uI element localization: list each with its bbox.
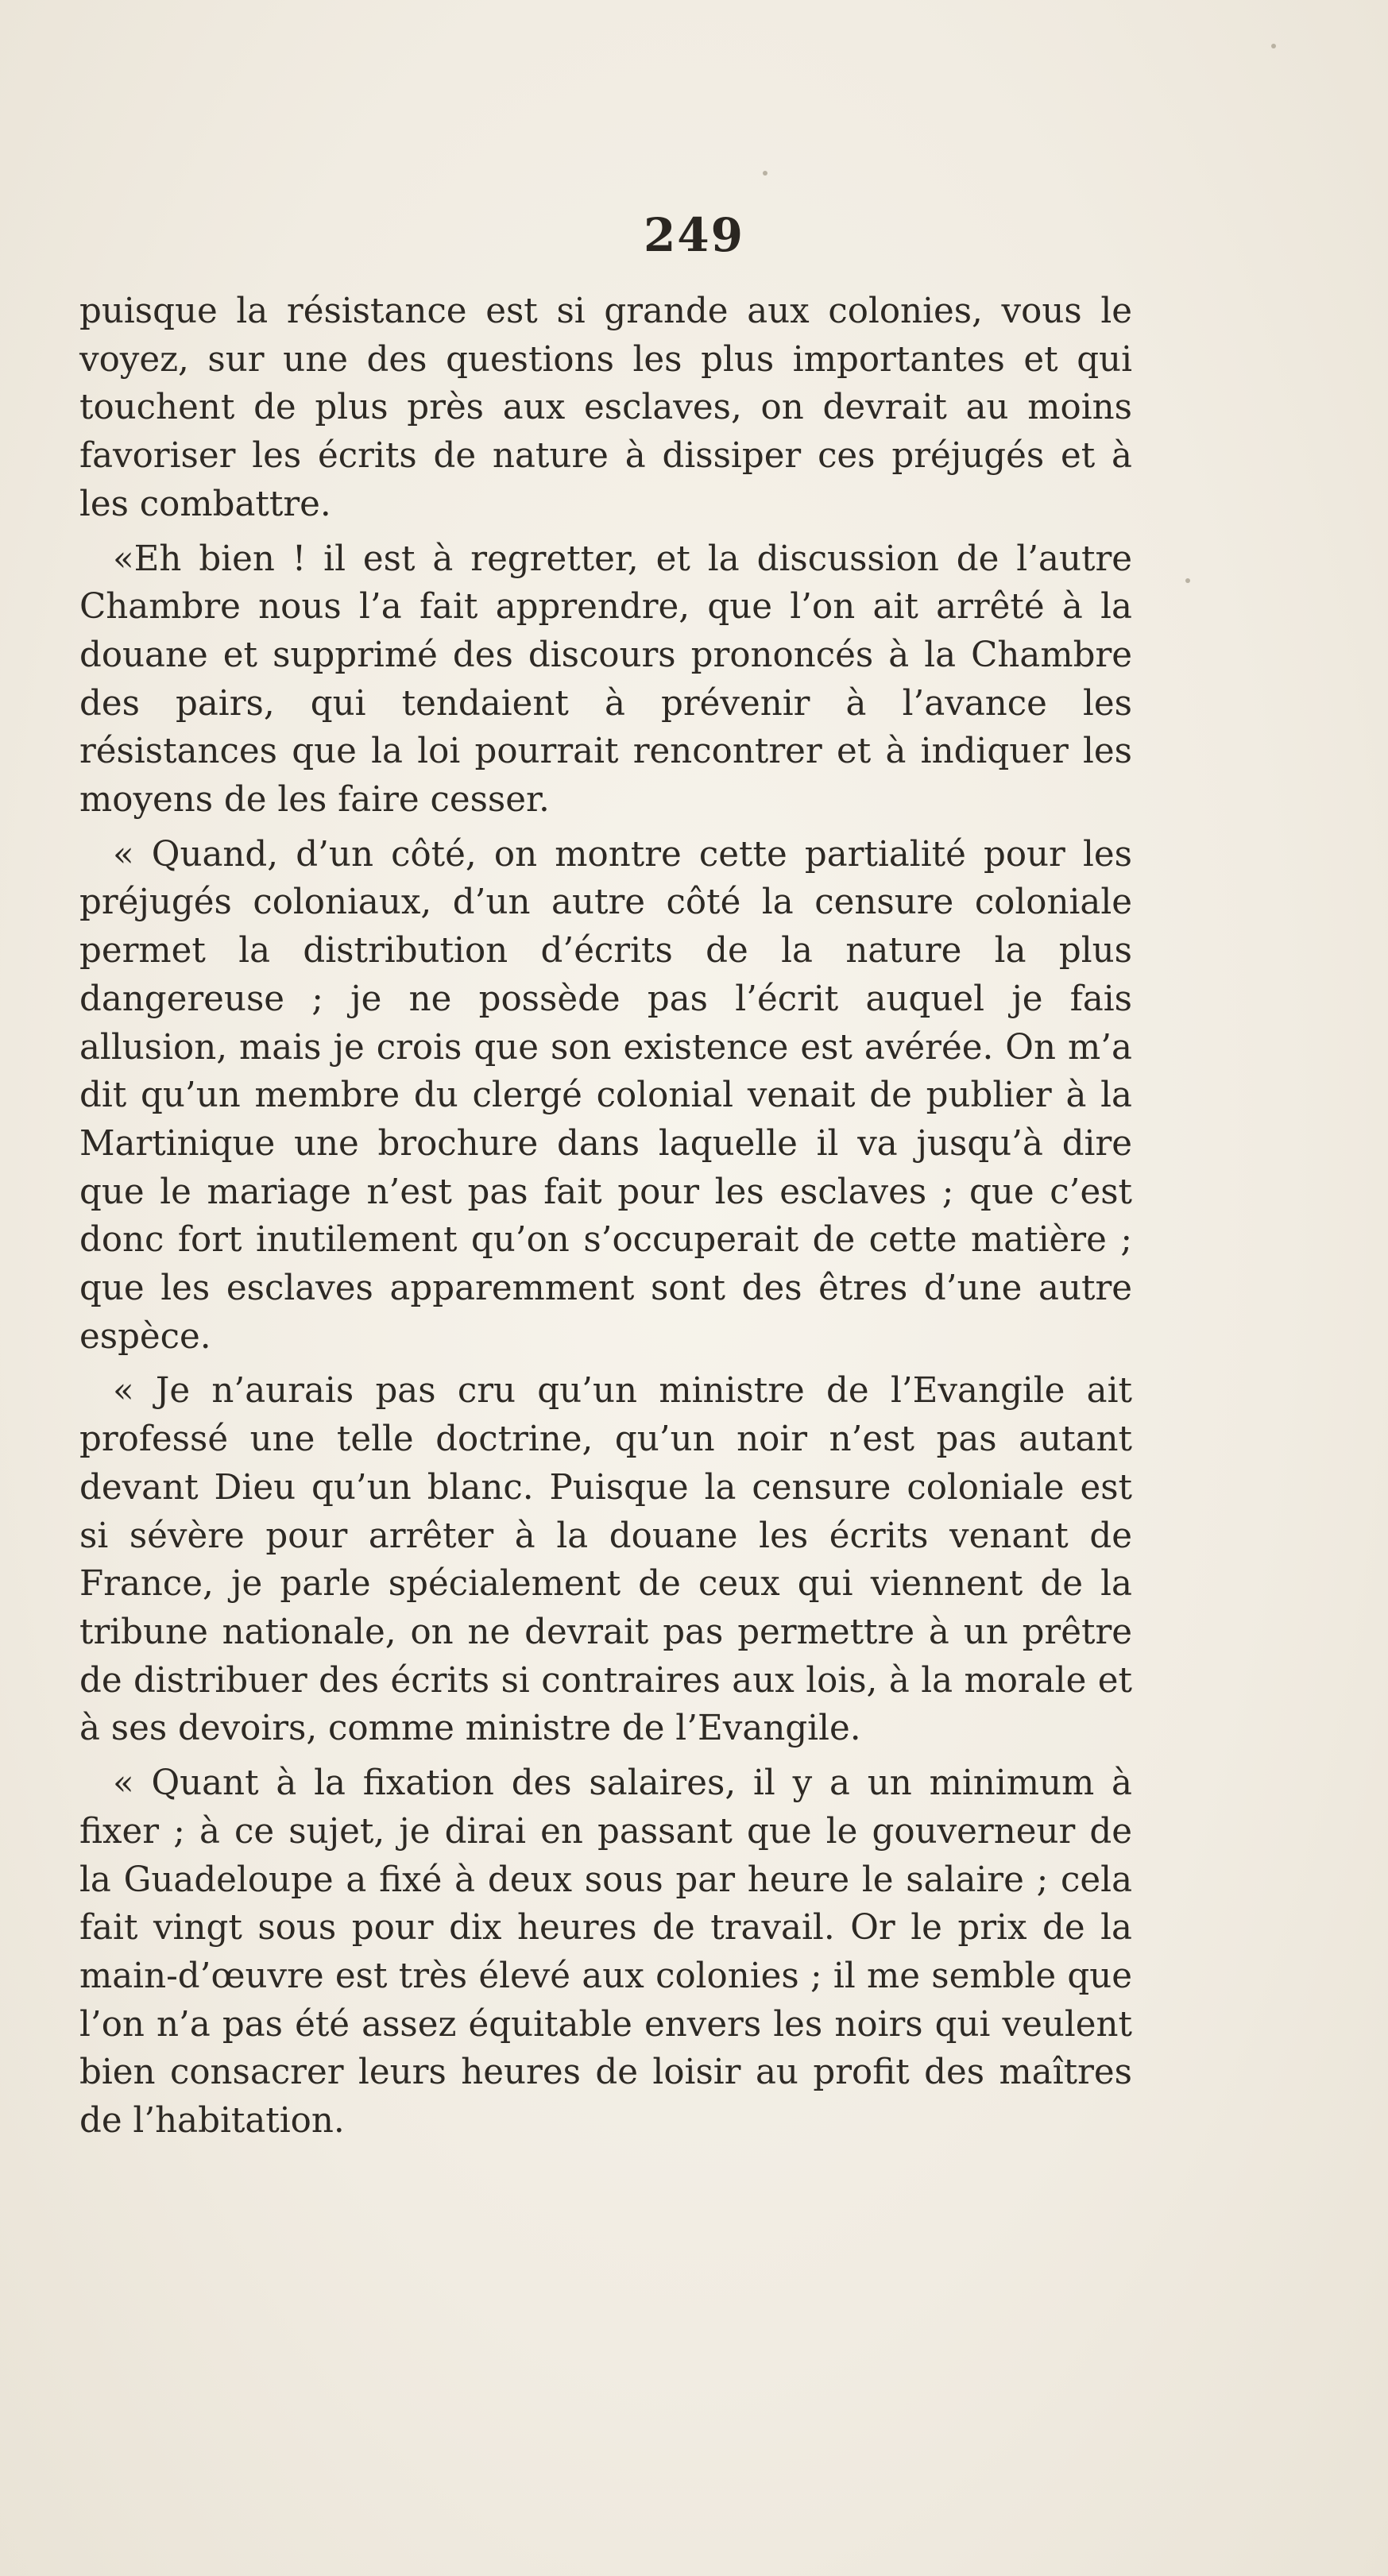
paper-speck: [763, 171, 767, 176]
body-text: [79, 288, 1132, 2152]
paragraph: « Je n’aurais pas cru qu’un ministre de l’Evangile ait professé une telle doctrine, qu’un noir n’est pas autant devant Dieu qu’un blanc. Puisque la censure coloniale est si sévère pour arrêter à la douane les écrits venant de France, je parle spécialement de ceux qui viennent de la tribune nationale, on ne devrait pas permettre à un prêtre de distribuer des écrits si contraires aux lois, à la morale et à ses devoirs, comme ministre de l’Evangile.: [79, 1371, 1132, 1749]
paragraph: « Quand, d’un côté, on montre cette partialité pour les préjugés coloniaux, d’un autre côté la censure coloniale permet la distribution d’écrits de la nature la plus dangereuse ; je ne possède pas l’écrit auquel je fais allusion, mais je crois que son existence est avérée. On m’a dit qu’un membre du clergé colonial venait de publier à la Martinique une brochure dans laquelle il va jusqu’à dire que le mariage n’est pas fait pour les esclaves ; que c’est donc fort inutilement qu’on s’occuperait de cette matière ; que les esclaves apparemment sont des êtres d’une autre espèce.: [79, 834, 1132, 1357]
paragraph: «Eh bien ! il est à regretter, et la discussion de l’autre Chambre nous l’a fait apprendre, que l’on ait arrêté à la douane et supprimé des discours prononcés à la Chambre des pairs, qui tendaient à prévenir à l’avance les résistances que la loi pourrait rencontrer et à indiquer les moyens de les faire cesser.: [79, 539, 1132, 821]
paper-speck: [1271, 44, 1276, 48]
paragraph: puisque la résistance est si grande aux colonies, vous le voyez, sur une des questions les plus importantes et qui touchent de plus près aux esclaves, on devrait au moins favoriser les écrits de nature à dissiper ces préjugés et à les combattre.: [79, 292, 1132, 524]
paper-speck: [1185, 578, 1190, 583]
paragraph: « Quant à la fixation des salaires, il y a un minimum à fixer ; à ce sujet, je dirai en passant que le gouverneur de la Guadeloupe a fixé à deux sous par heure le salaire ; cela fait vingt sous pour dix heures de travail. Or le prix de la main-d’œuvre est très élevé aux colonies ; il me semble que l’on n’a pas été assez équitable envers les noirs qui veulent bien consacrer leurs heures de loisir au profit des maîtres de l’habitation.: [79, 1763, 1132, 2142]
page-number: 249: [643, 208, 745, 262]
